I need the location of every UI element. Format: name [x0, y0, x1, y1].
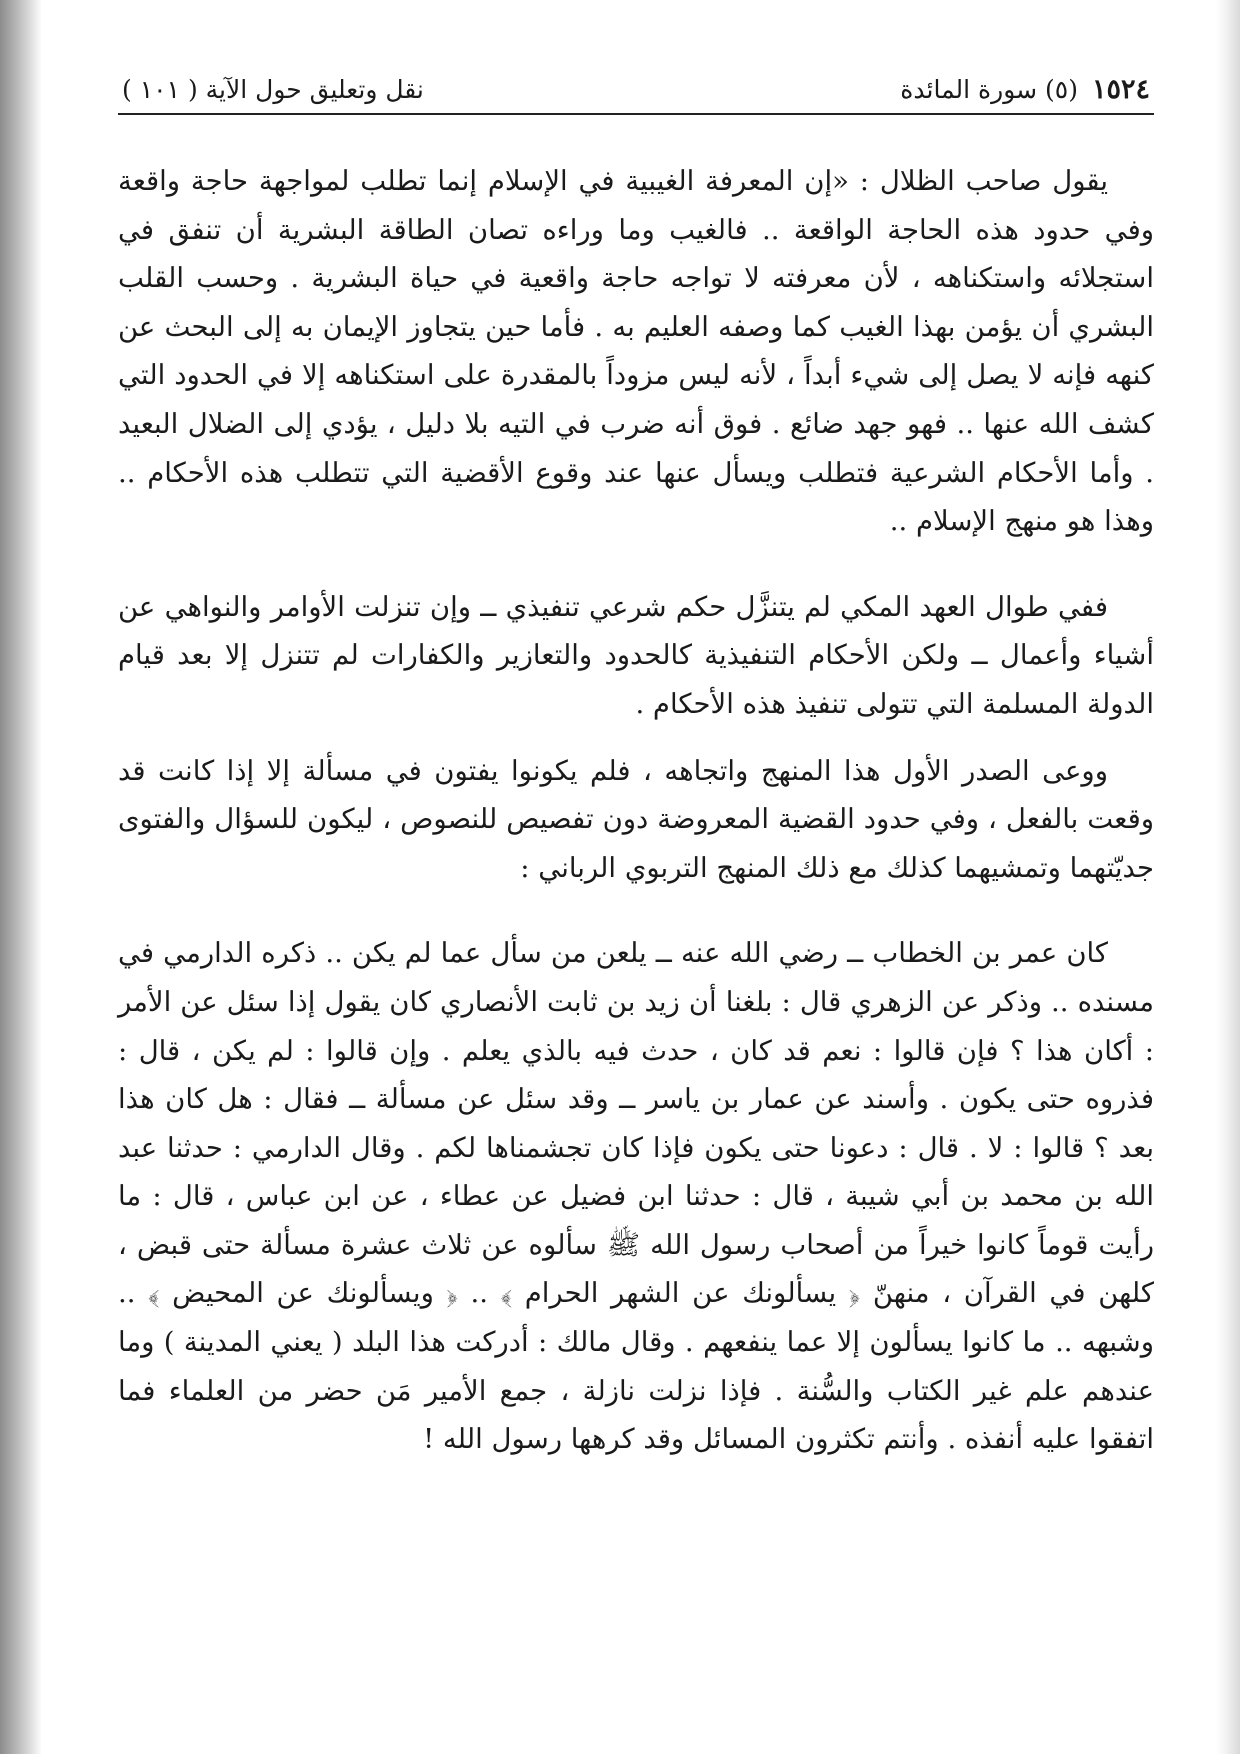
paragraph-spacer: [118, 729, 1154, 747]
body-text: [118, 157, 1154, 1464]
header-page-info: [900, 74, 1150, 105]
book-page: [118, 74, 1154, 1464]
paragraph-narrations: كان عمر بن الخطاب ــ رضي الله عنه ــ يلعن من سأل عما لم يكن .. ذكره الدارمي في مسنده .. وذكر عن الزهري قال : بلغنا أن زيد بن ثابت الأنصاري كان يقول إذا سئل عن الأمر : أكان هذا ؟ فإن قالوا : نعم قد كان ، حدث فيه بالذي يعلم . وإن قالوا : لم يكن ، قال : فذروه حتى يكون . وأسند عن عمار بن ياسر ــ وقد سئل عن مسألة ــ فقال : هل كان هذا بعد ؟ قالوا : لا . قال : دعونا حتى يكون فإذا كان تجشمناها لكم . وقال الدارمي : حدثنا عبد الله بن محمد بن أبي شيبة ، قال : حدثنا ابن فضيل عن عطاء ، عن ابن عباس ، قال : ما رأيت قوماً كانوا خيراً من أصحاب رسول الله ﷺ سألوه عن ثلاث عشرة مسألة حتى قبض ، كلهن في القرآن ، منهنّ ﴿ يسألونك عن الشهر الحرام ﴾ .. ﴿ ويسألونك عن المحيض ﴾ .. وشبهه .. ما كانوا يسألون إلا عما ينفعهم . وقال مالك : أدركت هذا البلد ( يعني المدينة ) وما عندهم علم غير الكتاب والسُّنة . فإذا نزلت نازلة ، جمع الأمير مَن حضر من العلماء فما اتفقوا عليه أنفذه . وأنتم تكثرون المسائل وقد كرهها رسول الله !: [118, 937, 1154, 1456]
paragraph-zilal-quote: يقول صاحب الظلال : «إن المعرفة الغيبية في الإسلام إنما تطلب لمواجهة حاجة واقعة وفي حدود هذه الحاجة الواقعة .. فالغيب وما وراءه تصان الطاقة البشرية أن تنفق في استجلائه واستكناهه ، لأن معرفته لا تواجه حاجة واقعية في حياة البشرية . وحسب القلب البشري أن يؤمن بهذا الغيب كما وصفه العليم به . فأما حين يتجاوز الإيمان به إلى البحث عن كنهه فإنه لا يصل إلى شيء أبداً ، لأنه ليس مزوداً بالمقدرة على استكناهه إلا في الحدود التي كشف الله عنها .. فهو جهد ضائع . فوق أنه ضرب في التيه بلا دليل ، يؤدي إلى الضلال البعيد . وأما الأحكام الشرعية فتطلب ويسأل عنها عند وقوع الأقضية التي تتطلب هذه الأحكام .. وهذا هو منهج الإسلام ..: [118, 165, 1154, 538]
paragraph-meccan-period: ففي طوال العهد المكي لم يتنزَّل حكم شرعي تنفيذي ــ وإن تنزلت الأوامر والنواهي عن أشياء وأعمال ــ ولكن الأحكام التنفيذية كالحدود والتعازير والكفارات لم تتنزل إلا بعد قيام الدولة المسلمة التي تتولى تنفيذ هذه الأحكام .: [118, 590, 1154, 720]
running-header: [118, 74, 1154, 115]
paragraph-first-generation: ووعى الصدر الأول هذا المنهج واتجاهه ، فلم يكونوا يفتون في مسألة إلا إذا كانت قد وقعت بالفعل ، وفي حدود القضية المعروضة دون تفصيص للنصوص ، ليكون للسؤال والفتوى جديّتهما وتمشيهما كذلك مع ذلك المنهج التربوي الرباني :: [118, 754, 1154, 884]
scan-binding-shadow: [0, 0, 42, 1754]
paragraph-spacer: [118, 892, 1154, 929]
paragraph-spacer: [118, 546, 1154, 583]
page-number: ١٥٢٤: [1091, 74, 1150, 105]
surah-title: (٥) سورة المائدة: [900, 75, 1078, 104]
scan-page-edge: [1216, 0, 1240, 1754]
section-title: نقل وتعليق حول الآية ( ١٠١ ): [122, 75, 424, 104]
